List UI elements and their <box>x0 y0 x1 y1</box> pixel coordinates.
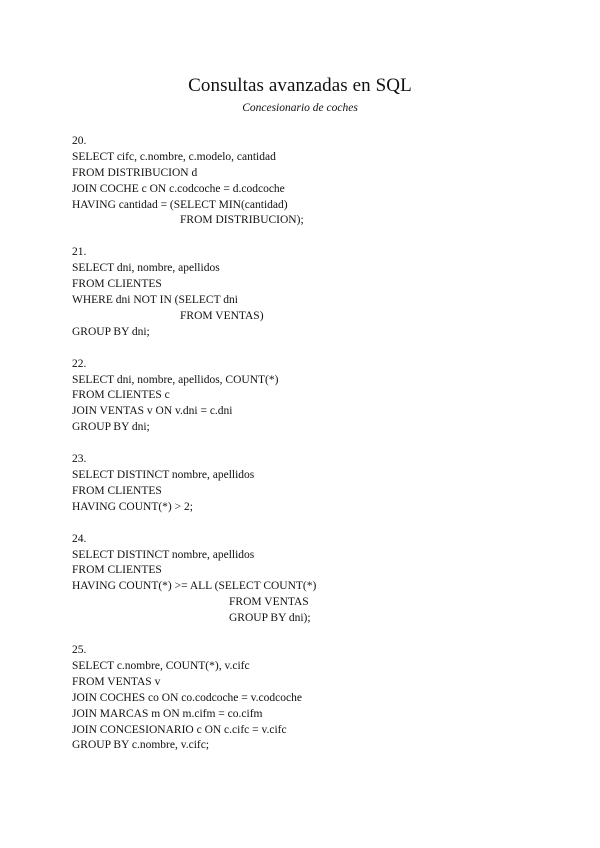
query-block <box>72 134 552 229</box>
sql-line: SELECT cifc, c.nombre, c.modelo, cantidad <box>72 150 276 163</box>
query-number: 21. <box>72 246 87 259</box>
sql-line: FROM DISTRIBUCION); <box>180 214 304 227</box>
sql-line: WHERE dni NOT IN (SELECT dni <box>72 294 238 307</box>
sql-line: JOIN COCHES co ON co.codcoche = v.codcoche <box>72 691 302 704</box>
sql-line: FROM CLIENTES <box>72 484 162 497</box>
sql-line: FROM VENTAS <box>229 596 309 609</box>
sql-line: GROUP BY c.nombre, v.cifc; <box>72 739 210 752</box>
sql-line: SELECT dni, nombre, apellidos, COUNT(*) <box>72 373 279 386</box>
sql-line: JOIN VENTAS v ON v.dni = c.dni <box>72 405 233 418</box>
query-block <box>72 452 552 516</box>
query-list <box>72 134 552 770</box>
sql-line: SELECT c.nombre, COUNT(*), v.cifc <box>72 659 250 672</box>
query-block <box>72 357 552 436</box>
sql-line: JOIN CONCESIONARIO c ON c.cifc = v.cifc <box>72 723 287 736</box>
sql-line: FROM DISTRIBUCION d <box>72 166 198 179</box>
query-block <box>72 532 552 627</box>
document-title: Consultas avanzadas en SQL <box>188 75 412 96</box>
sql-line: GROUP BY dni); <box>229 612 311 625</box>
sql-line: FROM CLIENTES c <box>72 389 170 402</box>
query-number: 23. <box>72 453 87 466</box>
sql-line: JOIN COCHE c ON c.codcoche = d.codcoche <box>72 182 285 195</box>
sql-line: HAVING cantidad = (SELECT MIN(cantidad) <box>72 198 288 211</box>
sql-line: SELECT DISTINCT nombre, apellidos <box>72 548 255 561</box>
query-number: 25. <box>72 644 87 657</box>
query-block <box>72 245 552 340</box>
sql-line: JOIN MARCAS m ON m.cifm = co.cifm <box>72 707 263 720</box>
query-number: 24. <box>72 532 87 545</box>
sql-line: HAVING COUNT(*) > 2; <box>72 500 193 513</box>
sql-line: FROM CLIENTES <box>72 564 162 577</box>
sql-line: HAVING COUNT(*) >= ALL (SELECT COUNT(*) <box>72 580 317 593</box>
query-number: 20. <box>72 135 87 147</box>
sql-line: SELECT dni, nombre, apellidos <box>72 262 220 275</box>
sql-line: FROM VENTAS) <box>180 309 264 322</box>
sql-line: FROM CLIENTES <box>72 278 162 291</box>
sql-line: SELECT DISTINCT nombre, apellidos <box>72 469 255 482</box>
sql-line: FROM VENTAS v <box>72 675 161 688</box>
query-number: 22. <box>72 357 87 370</box>
document-subtitle: Concesionario de coches <box>242 102 358 114</box>
sql-line: GROUP BY dni; <box>72 325 150 338</box>
query-block <box>72 643 552 754</box>
sql-line: GROUP BY dni; <box>72 421 150 434</box>
